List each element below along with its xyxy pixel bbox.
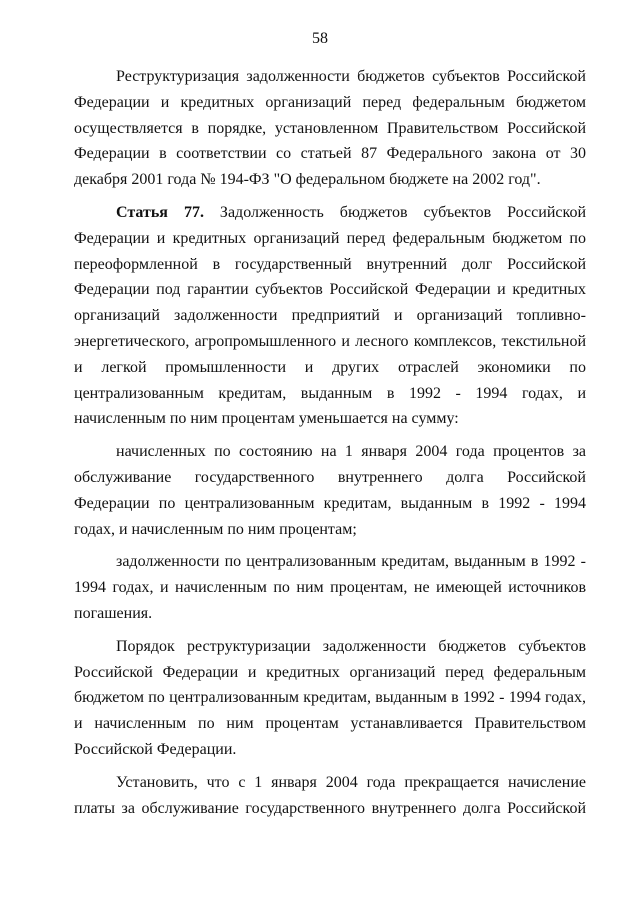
document-body bbox=[74, 64, 586, 821]
page-number: 58 bbox=[312, 30, 328, 47]
paragraph-restructuring-procedure: Реструктуризация задолженности бюджетов субъектов Российской Федерации и кредитных организаций перед федеральным бюджетом осуществляется в порядке, установленном Правительством Российской Федерации в соответствии со статьей 87 Федерального закона от 30 декабря 2001 года № 194-ФЗ "О федеральном бюджете на 2002 год". bbox=[74, 68, 586, 189]
paragraph-interest-termination: Установить, что с 1 января 2004 года прекращается начисление платы за обслуживание государственного внутреннего долга Российской bbox=[74, 773, 586, 817]
paragraph-accrued-interest: начисленных по состоянию на 1 января 2004 года процентов за обслуживание государственного внутреннего долга Российской Федерации по централизованным кредитам, выданным в 1992 - 1994 годах, и начисленным по ним процентам; bbox=[74, 443, 586, 538]
article-text: Задолженность бюджетов субъектов Российской Федерации и кредитных организаций перед федеральным бюджетом по переоформленной в государственный внутренний долг Российской Федерации под гарантии субъектов Российской Федерации и кредитных организаций задолженности предприятий и организаций топливно-энергетического, агропромышленного и лесного комплексов, текстильной и легкой промышленности и других отраслей экономики по централизованным кредитам, выданным в 1992 - 1994 годах, и начисленным по ним процентам уменьшается на сумму: bbox=[74, 203, 587, 428]
paragraph-restructuring-order: Порядок реструктуризации задолженности бюджетов субъектов Российской Федерации и кредитных организаций перед федеральным бюджетом по централизованным кредитам, выданным в 1992 - 1994 годах, и начисленным по ним процентам устанавливается Правительством Российской Федерации. bbox=[74, 637, 586, 758]
article-heading: Статья 77. bbox=[116, 203, 204, 221]
paragraph-article-77 bbox=[74, 200, 586, 432]
paragraph-debt-without-sources: задолженности по централизованным кредитам, выданным в 1992 - 1994 годах, и начисленным по ним процентам, не имеющей источников погашения. bbox=[74, 553, 586, 622]
